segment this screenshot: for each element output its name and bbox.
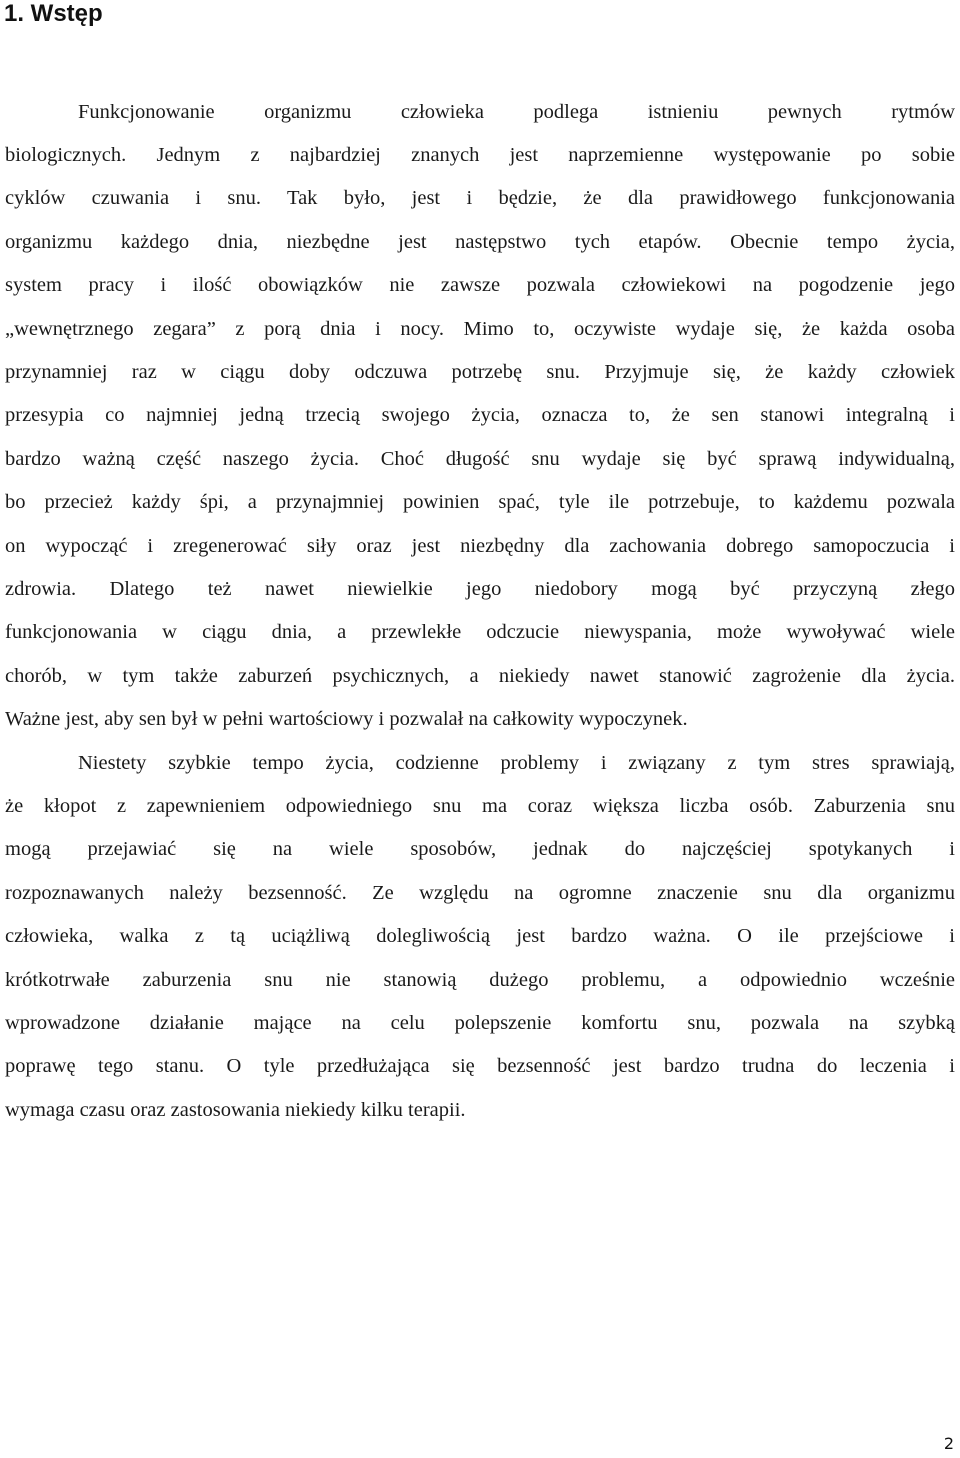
text-line: „wewnętrznego zegara” z porą dnia i nocy. Mimo to, oczywiste wydaje się, że każda osoba bbox=[5, 317, 955, 340]
text-line: wprowadzone działanie mające na celu polepszenie komfortu snu, pozwala na szybką bbox=[5, 1011, 955, 1034]
text-line: cyklów czuwania i snu. Tak było, jest i będzie, że dla prawidłowego funkcjonowania bbox=[5, 187, 955, 210]
paragraph-intro bbox=[5, 91, 955, 742]
text-line: bo przecież każdy śpi, a przynajmniej powinien spać, tyle ile potrzebuje, to każdemu pozwala bbox=[5, 491, 955, 514]
text-line: mogą przejawiać się na wiele sposobów, jednak do najczęściej spotykanych i bbox=[5, 838, 955, 861]
text-line: rozpoznawanych należy bezsenność. Ze względu na ogromne znaczenie snu dla organizmu bbox=[5, 881, 955, 904]
text-line: poprawę tego stanu. O tyle przedłużająca się bezsenność jest bardzo trudna do leczenia i bbox=[5, 1055, 955, 1078]
text-line: Funkcjonowanie organizmu człowieka podlega istnieniu pewnych rytmów bbox=[78, 100, 955, 123]
text-line: przesypia co najmniej jedną trzecią swojego życia, oznacza to, że sen stanowi integralną i bbox=[5, 404, 955, 427]
text-line: funkcjonowania w ciągu dnia, a przewlekłe odczucie niewyspania, może wywoływać wiele bbox=[5, 621, 955, 644]
text-line: organizmu każdego dnia, niezbędne jest następstwo tych etapów. Obecnie tempo życia, bbox=[5, 230, 955, 253]
text-line: że kłopot z zapewnieniem odpowiedniego snu ma coraz większa liczba osób. Zaburzenia snu bbox=[5, 794, 955, 817]
text-line: chorób, w tym także zaburzeń psychicznych, a niekiedy nawet stanowić zagrożenie dla życia. bbox=[5, 664, 955, 687]
text-line: Niestety szybkie tempo życia, codzienne problemy i związany z tym stres sprawiają, bbox=[78, 751, 955, 774]
page-number: 2 bbox=[943, 1434, 954, 1453]
text-line: system pracy i ilość obowiązków nie zawsze pozwala człowiekowi na pogodzenie jego bbox=[5, 274, 955, 297]
text-line: biologicznych. Jednym z najbardziej znanych jest naprzemienne występowanie po sobie bbox=[5, 143, 955, 166]
paragraph-insomnia bbox=[5, 742, 955, 1133]
text-line: on wypocząć i zregenerować siły oraz jest niezbędny dla zachowania dobrego samopoczucia i bbox=[5, 534, 955, 557]
text-line: przynamniej raz w ciągu doby odczuwa potrzebę snu. Przyjmuje się, że każdy człowiek bbox=[5, 360, 955, 383]
text-line: człowieka, walka z tą uciążliwą dolegliwością jest bardzo ważna. O ile przejściowe i bbox=[5, 925, 955, 948]
text-line: krótkotrwałe zaburzenia snu nie stanowią dużego problemu, a odpowiednio wcześnie bbox=[5, 968, 955, 991]
text-line: wymaga czasu oraz zastosowania niekiedy kilku terapii. bbox=[5, 1098, 466, 1121]
text-line: bardzo ważną część naszego życia. Choć długość snu wydaje się być sprawą indywidualną, bbox=[5, 447, 955, 470]
text-line: zdrowia. Dlatego też nawet niewielkie jego niedobory mogą być przyczyną złego bbox=[5, 577, 955, 600]
text-line: Ważne jest, aby sen był w pełni wartościowy i pozwalał na całkowity wypoczynek. bbox=[5, 708, 688, 731]
section-heading: 1. Wstęp bbox=[4, 0, 103, 27]
